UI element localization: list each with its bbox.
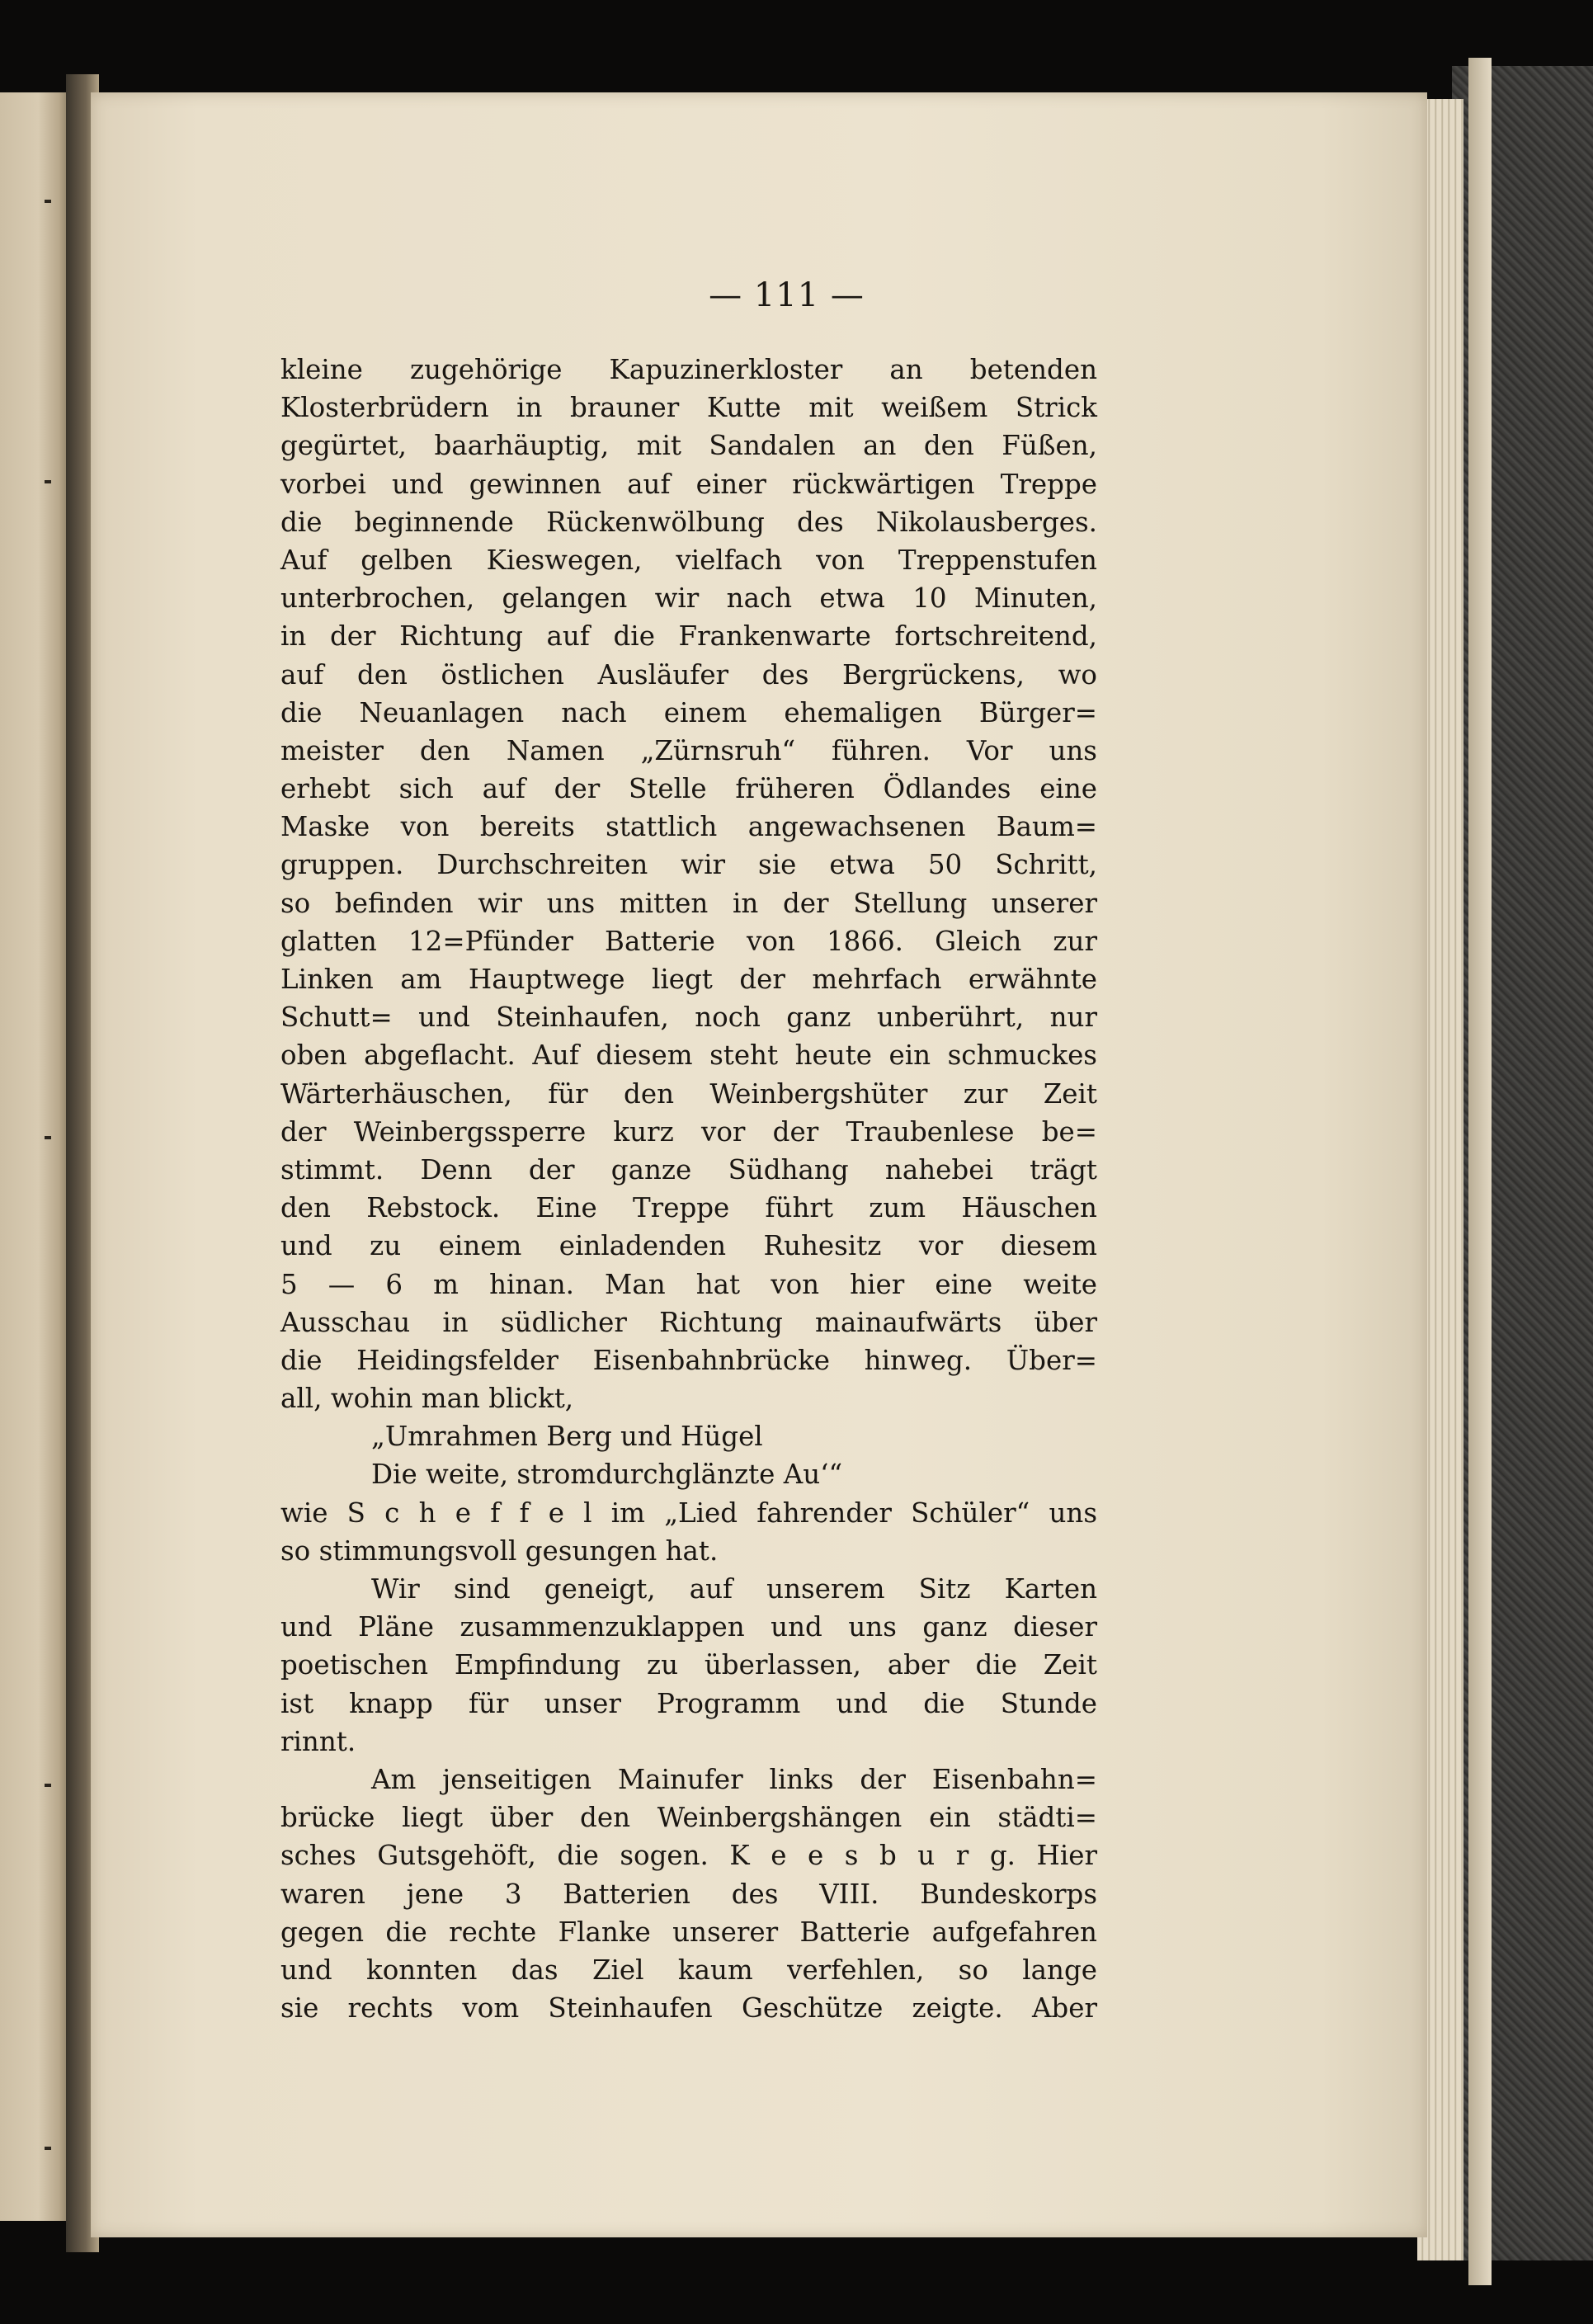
- text-line: Schutt= und Steinhaufen, noch ganz unberührt, nur: [280, 1002, 1097, 1034]
- text-line: gegen die rechte Flanke unserer Batterie aufgefahren: [280, 1916, 1097, 1948]
- text-line: wie S c h e f f e l im „Lied fahrender Schüler“ uns: [280, 1497, 1097, 1529]
- text-line: so befinden wir uns mitten in der Stellung unserer: [280, 887, 1097, 919]
- text-line: brücke liegt über den Weinbergshängen ein städti=: [280, 1802, 1097, 1834]
- text-line: sches Gutsgehöft, die sogen. K e e s b u r g. Hier: [280, 1840, 1097, 1872]
- text-line: all, wohin man blickt,: [280, 1383, 574, 1415]
- text-line: der Weinbergssperre kurz vor der Traubenlese be=: [280, 1115, 1097, 1148]
- text-line: den Rebstock. Eine Treppe führt zum Häuschen: [280, 1192, 1097, 1224]
- binding-mark: [45, 1784, 51, 1787]
- text-line: 5 — 6 m hinan. Man hat von hier eine weite: [280, 1268, 1097, 1300]
- text-line: rinnt.: [280, 1725, 356, 1757]
- text-line: und konnten das Ziel kaum verfehlen, so lange: [280, 1954, 1097, 1986]
- text-line: gruppen. Durchschreiten wir sie etwa 50 Schritt,: [280, 849, 1097, 881]
- text-line: meister den Namen „Zürnsruh“ führen. Vor uns: [280, 734, 1097, 766]
- text-line: gegürtet, baarhäuptig, mit Sandalen an den Füßen,: [280, 430, 1097, 462]
- previous-page-edge: [0, 92, 69, 2221]
- text-line: so stimmungsvoll gesungen hat.: [280, 1534, 719, 1567]
- text-line: Ausschau in südlicher Richtung mainaufwärts über: [280, 1306, 1097, 1338]
- body-text: [280, 351, 1097, 2027]
- text-line: ist knapp für unser Programm und die Stunde: [280, 1687, 1097, 1719]
- text-line: Wärterhäuschen, für den Weinbergshüter zur Zeit: [280, 1077, 1097, 1110]
- text-line: die beginnende Rückenwölbung des Nikolausberges.: [280, 506, 1097, 538]
- cover-edge: [1468, 58, 1492, 2285]
- text-line: erhebt sich auf der Stelle früheren Ödlandes eine: [280, 773, 1097, 805]
- text-line: waren jene 3 Batterien des VIII. Bundeskorps: [280, 1878, 1097, 1910]
- text-line: Linken am Hauptwege liegt der mehrfach erwähnte: [280, 964, 1097, 995]
- text-line: Wir sind geneigt, auf unserem Sitz Karten: [371, 1573, 1097, 1605]
- text-line: glatten 12=Pfünder Batterie von 1866. Gleich zur: [280, 925, 1097, 957]
- text-line: poetischen Empfindung zu überlassen, aber die Zeit: [280, 1649, 1097, 1681]
- binding-mark: [45, 200, 51, 203]
- binding-mark: [45, 480, 51, 483]
- text-line: Klosterbrüdern in brauner Kutte mit weißem Strick: [280, 392, 1097, 424]
- text-line: oben abgeflacht. Auf diesem steht heute ein schmuckes: [280, 1039, 1097, 1072]
- text-line: auf den östlichen Ausläufer des Bergrückens, wo: [280, 658, 1097, 691]
- page-number: — 111 —: [709, 276, 865, 314]
- text-line: unterbrochen, gelangen wir nach etwa 10 Minuten,: [280, 582, 1097, 615]
- text-line: und zu einem einladenden Ruhesitz vor diesem: [280, 1230, 1097, 1262]
- binding-mark: [45, 2147, 51, 2150]
- text-line: vorbei und gewinnen auf einer rückwärtigen Treppe: [280, 468, 1097, 500]
- text-line: die Heidingsfelder Eisenbahnbrücke hinweg. Über=: [280, 1344, 1097, 1376]
- text-line: Auf gelben Kieswegen, vielfach von Treppenstufen: [280, 544, 1097, 576]
- verse-line: „Umrahmen Berg und Hügel: [371, 1421, 763, 1453]
- text-line: und Pläne zusammenzuklappen und uns ganz dieser: [280, 1611, 1097, 1643]
- text-line: sie rechts vom Steinhaufen Geschütze zeigte. Aber: [280, 1992, 1097, 2025]
- text-line: kleine zugehörige Kapuzinerkloster an betenden: [280, 354, 1097, 385]
- verse-line: Die weite, stromdurchglänzte Au‘“: [371, 1459, 843, 1491]
- text-line: in der Richtung auf die Frankenwarte fortschreitend,: [280, 620, 1097, 653]
- text-line: stimmt. Denn der ganze Südhang nahebei trägt: [280, 1153, 1097, 1186]
- text-line: die Neuanlagen nach einem ehemaligen Bürger=: [280, 696, 1097, 728]
- text-line: Am jenseitigen Mainufer links der Eisenbahn=: [371, 1763, 1097, 1795]
- binding-mark: [45, 1136, 51, 1139]
- text-line: Maske von bereits stattlich angewachsenen Baum=: [280, 811, 1097, 843]
